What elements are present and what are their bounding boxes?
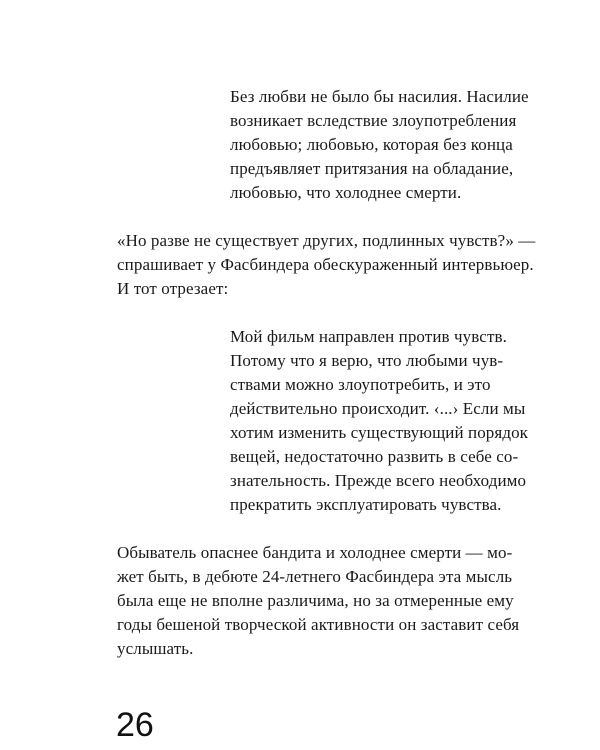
quote-2-line: ствами можно злоупотребить, и это: [230, 375, 491, 394]
paragraph-2-line: жет быть, в дебюте 24-летнего Фасбиндера эта мысль: [117, 567, 513, 586]
quote-2-line: Мой фильм направлен против чувств.: [230, 327, 507, 346]
quote-2-line: Потому что я верю, что любыми чув-: [230, 351, 504, 370]
quote-1-line: Без любви не было бы насилия. Насилие: [230, 87, 529, 106]
paragraph-2-line: услышать.: [117, 639, 194, 658]
quote-2-line: прекратить эксплуатировать чувства.: [230, 495, 502, 514]
paragraph-2-line: годы бешеной творческой активности он заставит себя: [117, 615, 520, 634]
quote-1-line: предъявляет притязания на обладание,: [230, 159, 514, 178]
quote-2-line: действительно происходит. ‹...› Если мы: [230, 399, 526, 418]
quote-2-line: знательность. Прежде всего необходимо: [230, 471, 527, 490]
paragraph-2-line: была еще не вполне различима, но за отмеренные ему: [117, 591, 514, 610]
quote-1-line: возникает вследствие злоупотребления: [230, 111, 517, 130]
page-number: 26: [116, 706, 154, 744]
quote-2-line: хотим изменить существующий порядок: [230, 423, 529, 442]
quote-1-line: любовью; любовью, которая без конца: [230, 135, 513, 154]
quote-1-line: любовью, что холоднее смерти.: [230, 183, 462, 202]
paragraph-2-line: Обыватель опаснее бандита и холоднее смерти — мо-: [117, 543, 513, 562]
quote-2-line: вещей, недостаточно развить в себе со-: [230, 447, 519, 466]
paragraph-1-line: И тот отрезает:: [117, 279, 229, 298]
paragraph-1-line: спрашивает у Фасбиндера обескураженный интервьюер.: [117, 255, 534, 274]
paragraph-1-line: «Но разве не существует других, подлинных чувств?» —: [117, 231, 536, 250]
